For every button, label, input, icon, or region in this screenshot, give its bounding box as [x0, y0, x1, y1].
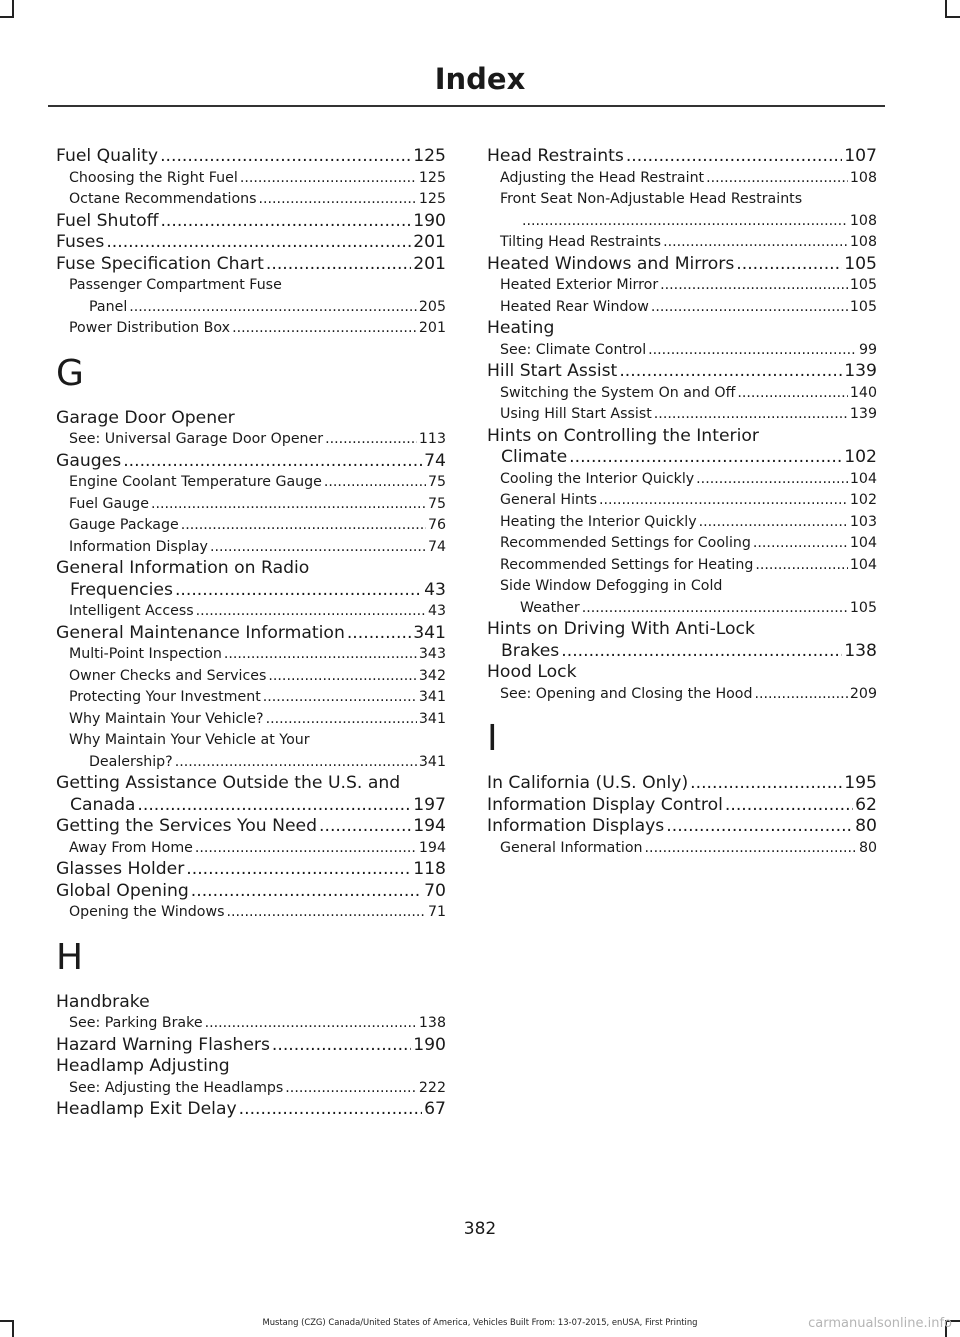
entry-page: 62	[855, 794, 877, 815]
entry-label: Recommended Settings for Cooling	[500, 535, 751, 551]
index-subentry-line: Why Maintain Your Vehicle at Your	[69, 732, 310, 748]
entry-page: 140	[849, 384, 877, 401]
index-subentry[interactable]	[487, 340, 877, 362]
index-subentry[interactable]	[56, 494, 446, 516]
index-subentry[interactable]	[56, 537, 446, 559]
index-entry[interactable]	[487, 361, 877, 383]
entry-page: 80	[858, 839, 877, 856]
index-entry[interactable]	[487, 773, 877, 795]
entry-page: 201	[413, 253, 446, 274]
entry-label: Octane Recommendations	[69, 191, 257, 207]
index-entry[interactable]	[56, 232, 446, 254]
footer-text: Mustang (CZG) Canada/United States of America, Vehicles Built From: 13-07-2015, enUSA, First Printing	[262, 1317, 698, 1327]
entry-page: 125	[413, 146, 446, 166]
entry-label: Glasses Holder	[56, 859, 185, 879]
entry-page: 75	[427, 474, 446, 490]
entry-label: Head Restraints	[487, 146, 624, 166]
entry-label: Adjusting the Head Restraint	[500, 169, 705, 186]
index-subentry[interactable]	[56, 168, 446, 190]
entry-page: 205	[418, 298, 446, 315]
entry-label: Fuel Quality	[56, 146, 159, 166]
entry-label: Heated Exterior Mirror	[500, 277, 659, 293]
entry-page: 70	[424, 880, 446, 901]
entry-label: Fuel Gauge	[69, 495, 149, 512]
entry-page: 108	[849, 169, 877, 186]
index-entry[interactable]	[56, 146, 446, 168]
index-subentry-line: Side Window Defogging in Cold	[500, 578, 723, 594]
index-subentry[interactable]	[56, 644, 446, 666]
index-subentry[interactable]	[487, 211, 877, 233]
index-subentry[interactable]	[487, 168, 877, 190]
index-entry[interactable]	[56, 859, 446, 881]
entry-page: 343	[418, 646, 446, 662]
index-subentry[interactable]	[56, 687, 446, 709]
entry-page: 75	[427, 495, 446, 512]
index-subentry[interactable]	[487, 533, 877, 555]
entry-page: 113	[418, 431, 446, 447]
index-entry[interactable]	[56, 1035, 446, 1057]
index-subentry[interactable]	[487, 512, 877, 534]
index-subentry[interactable]	[56, 297, 446, 319]
index-subentry[interactable]	[487, 555, 877, 577]
entry-page: 104	[849, 556, 877, 573]
entry-label: Cooling the Interior Quickly	[500, 470, 695, 487]
entry-label: Switching the System On and Off	[500, 384, 736, 401]
entry-label: Dealership?	[89, 753, 173, 770]
entry-page: 76	[427, 517, 446, 533]
entry-page: 71	[427, 904, 446, 920]
index-subentry[interactable]	[487, 275, 877, 297]
index-subentry[interactable]	[56, 318, 446, 340]
index-entry[interactable]	[487, 795, 877, 817]
entry-label: Information Display	[69, 538, 208, 555]
entry-page: 139	[849, 406, 877, 422]
entry-label: Climate	[501, 447, 568, 467]
entry-label: Away From Home	[69, 839, 193, 856]
entry-label: Getting the Services You Need	[56, 816, 318, 836]
entry-label: See: Adjusting the Headlamps	[69, 1079, 284, 1096]
index-subentry[interactable]	[56, 752, 446, 774]
entry-page: 201	[418, 320, 446, 336]
entry-page: 138	[418, 1015, 446, 1031]
crop-mark	[945, 0, 947, 16]
entry-page: 209	[849, 685, 877, 702]
entry-page: 194	[418, 839, 446, 856]
entry-page: 43	[427, 603, 446, 619]
entry-label: Tilting Head Restraints	[500, 234, 662, 250]
entry-page: 104	[849, 535, 877, 551]
index-entry[interactable]	[56, 881, 446, 903]
entry-page: 74	[427, 538, 446, 555]
entry-label: Heated Rear Window	[500, 298, 649, 315]
entry-label: Using Hill Start Assist	[500, 406, 652, 422]
entry-page: 43	[424, 579, 446, 600]
entry-label: General Information	[500, 839, 643, 856]
entry-page: 118	[413, 859, 446, 879]
index-subentry[interactable]	[56, 601, 446, 623]
entry-label: Intelligent Access	[69, 603, 194, 619]
entry-label: See: Parking Brake	[69, 1015, 203, 1031]
entry-label: Gauge Package	[69, 517, 179, 533]
entry-label: In California (U.S. Only)	[487, 773, 689, 793]
entry-page: 74	[424, 450, 446, 471]
index-entry[interactable]	[487, 641, 877, 663]
index-subentry[interactable]	[487, 297, 877, 319]
index-entry[interactable]	[487, 146, 877, 168]
index-subentry[interactable]	[56, 472, 446, 494]
section-letter: G	[56, 352, 84, 394]
entry-page: 190	[413, 1034, 446, 1055]
index-entry-line: Hints on Controlling the Interior	[487, 425, 759, 446]
index-subentry[interactable]	[487, 383, 877, 405]
index-subentry[interactable]	[56, 1013, 446, 1035]
entry-label: See: Climate Control	[500, 341, 647, 358]
crop-mark	[945, 16, 960, 18]
entry-label: Heating the Interior Quickly	[500, 513, 697, 530]
entry-label: Fuse Specification Chart	[56, 253, 264, 274]
entry-label: Multi-Point Inspection	[69, 646, 222, 662]
entry-page: 341	[413, 622, 446, 643]
index-subentry[interactable]	[487, 404, 877, 426]
index-subentry[interactable]	[487, 684, 877, 706]
index-subentry[interactable]	[56, 838, 446, 860]
entry-label: Why Maintain Your Vehicle?	[69, 710, 264, 727]
crop-mark	[0, 16, 14, 18]
index-entry[interactable]	[487, 447, 877, 469]
entry-page: 107	[844, 146, 877, 166]
entry-page: 194	[413, 816, 446, 836]
watermark: carmanualsonline.info	[808, 1316, 952, 1331]
index-entry-heading[interactable]: Heating	[487, 318, 555, 338]
entry-page: 138	[844, 640, 877, 661]
index-subentry[interactable]	[487, 232, 877, 254]
entry-page: 125	[418, 191, 446, 207]
index-entry[interactable]	[56, 816, 446, 838]
entry-page: 108	[849, 212, 877, 229]
crop-mark	[12, 0, 14, 16]
entry-label: Fuel Shutoff	[56, 210, 159, 231]
entry-page: 105	[849, 599, 877, 616]
entry-label: Engine Coolant Temperature Gauge	[69, 474, 322, 490]
entry-label: Hill Start Assist	[487, 361, 618, 381]
page-number: 382	[463, 1219, 497, 1239]
entry-label: Brakes	[501, 640, 560, 661]
entry-label: Weather	[520, 599, 580, 616]
entry-page: 102	[849, 492, 877, 508]
index-subentry[interactable]	[56, 902, 446, 924]
index-entry[interactable]	[56, 795, 446, 817]
entry-page: 99	[858, 341, 877, 358]
index-entry[interactable]	[56, 211, 446, 233]
index-subentry-line: Front Seat Non-Adjustable Head Restraints	[500, 191, 803, 207]
index-entry-heading[interactable]: Handbrake	[56, 991, 150, 1012]
entry-label: Choosing the Right Fuel	[69, 169, 238, 186]
entry-label: Hazard Warning Flashers	[56, 1034, 270, 1055]
entry-page: 341	[418, 689, 446, 705]
entry-label: See: Opening and Closing the Hood	[500, 685, 753, 702]
index-entry[interactable]	[56, 1099, 446, 1121]
entry-label: Information Displays	[487, 816, 665, 836]
index-entry[interactable]	[56, 254, 446, 276]
index-subentry[interactable]	[56, 515, 446, 537]
index-subentry[interactable]	[487, 598, 877, 620]
entry-label: Gauges	[56, 450, 122, 471]
entry-label: Information Display Control	[487, 794, 723, 815]
index-entry[interactable]	[56, 580, 446, 602]
entry-label: Heated Windows and Mirrors	[487, 253, 735, 274]
entry-label: Power Distribution Box	[69, 320, 231, 336]
entry-label: Headlamp Exit Delay	[56, 1099, 237, 1119]
index-subentry[interactable]	[487, 469, 877, 491]
entry-page: 105	[844, 253, 877, 274]
entry-page: 341	[418, 710, 446, 727]
entry-page: 108	[849, 234, 877, 250]
entry-page: 195	[844, 773, 877, 793]
entry-page: 139	[844, 361, 877, 381]
entry-page: 104	[849, 470, 877, 487]
entry-page: 67	[424, 1099, 446, 1119]
page-title: Index	[434, 62, 526, 96]
entry-label: Recommended Settings for Heating	[500, 556, 754, 573]
index-entry-heading[interactable]: Headlamp Adjusting	[56, 1056, 230, 1076]
section-letter: I	[487, 718, 498, 759]
index-entry-line: General Information on Radio	[56, 558, 310, 578]
entry-label: General Hints	[500, 492, 597, 508]
index-entry[interactable]	[56, 623, 446, 645]
entry-page: 103	[849, 513, 877, 530]
index-subentry[interactable]	[487, 490, 877, 512]
entry-page: 190	[413, 210, 446, 231]
index-subentry[interactable]	[487, 838, 877, 860]
entry-page: 125	[418, 169, 446, 186]
index-entry-line: Getting Assistance Outside the U.S. and	[56, 773, 401, 793]
entry-page: 105	[849, 277, 877, 293]
index-subentry-line: Passenger Compartment Fuse	[69, 277, 282, 293]
index-subentry[interactable]	[56, 666, 446, 688]
entry-label: Global Opening	[56, 880, 189, 901]
index-subentry[interactable]	[56, 189, 446, 211]
entry-page: 342	[418, 667, 446, 684]
entry-label: Canada	[70, 794, 136, 815]
index-column-left	[56, 146, 446, 1121]
index-entry-line: Hints on Driving With Anti-Lock	[487, 619, 755, 639]
entry-page: 201	[413, 232, 446, 252]
index-subentry[interactable]	[56, 429, 446, 451]
index-entry[interactable]	[487, 254, 877, 276]
entry-page: 341	[418, 753, 446, 770]
index-column-right	[487, 146, 877, 859]
entry-page: 80	[855, 816, 877, 836]
header-divider	[48, 105, 885, 107]
index-subentry[interactable]	[56, 709, 446, 731]
entry-label: Frequencies	[70, 579, 173, 600]
entry-page: 105	[849, 298, 877, 315]
index-entry[interactable]	[56, 451, 446, 473]
entry-label: See: Universal Garage Door Opener	[69, 431, 324, 447]
index-entry-heading[interactable]: Garage Door Opener	[56, 407, 235, 428]
entry-page: 222	[418, 1079, 446, 1096]
entry-label: Protecting Your Investment	[69, 689, 261, 705]
index-subentry[interactable]	[56, 1078, 446, 1100]
index-entry[interactable]	[487, 816, 877, 838]
index-entry-heading[interactable]: Hood Lock	[487, 662, 577, 682]
entry-label: General Maintenance Information	[56, 622, 345, 643]
entry-page: 197	[413, 794, 446, 815]
section-letter: H	[56, 936, 84, 978]
entry-label: Opening the Windows	[69, 904, 225, 920]
entry-label: Owner Checks and Services	[69, 667, 267, 684]
entry-label: Panel	[89, 298, 128, 315]
entry-page: 102	[844, 447, 877, 467]
entry-label: Fuses	[56, 232, 105, 252]
